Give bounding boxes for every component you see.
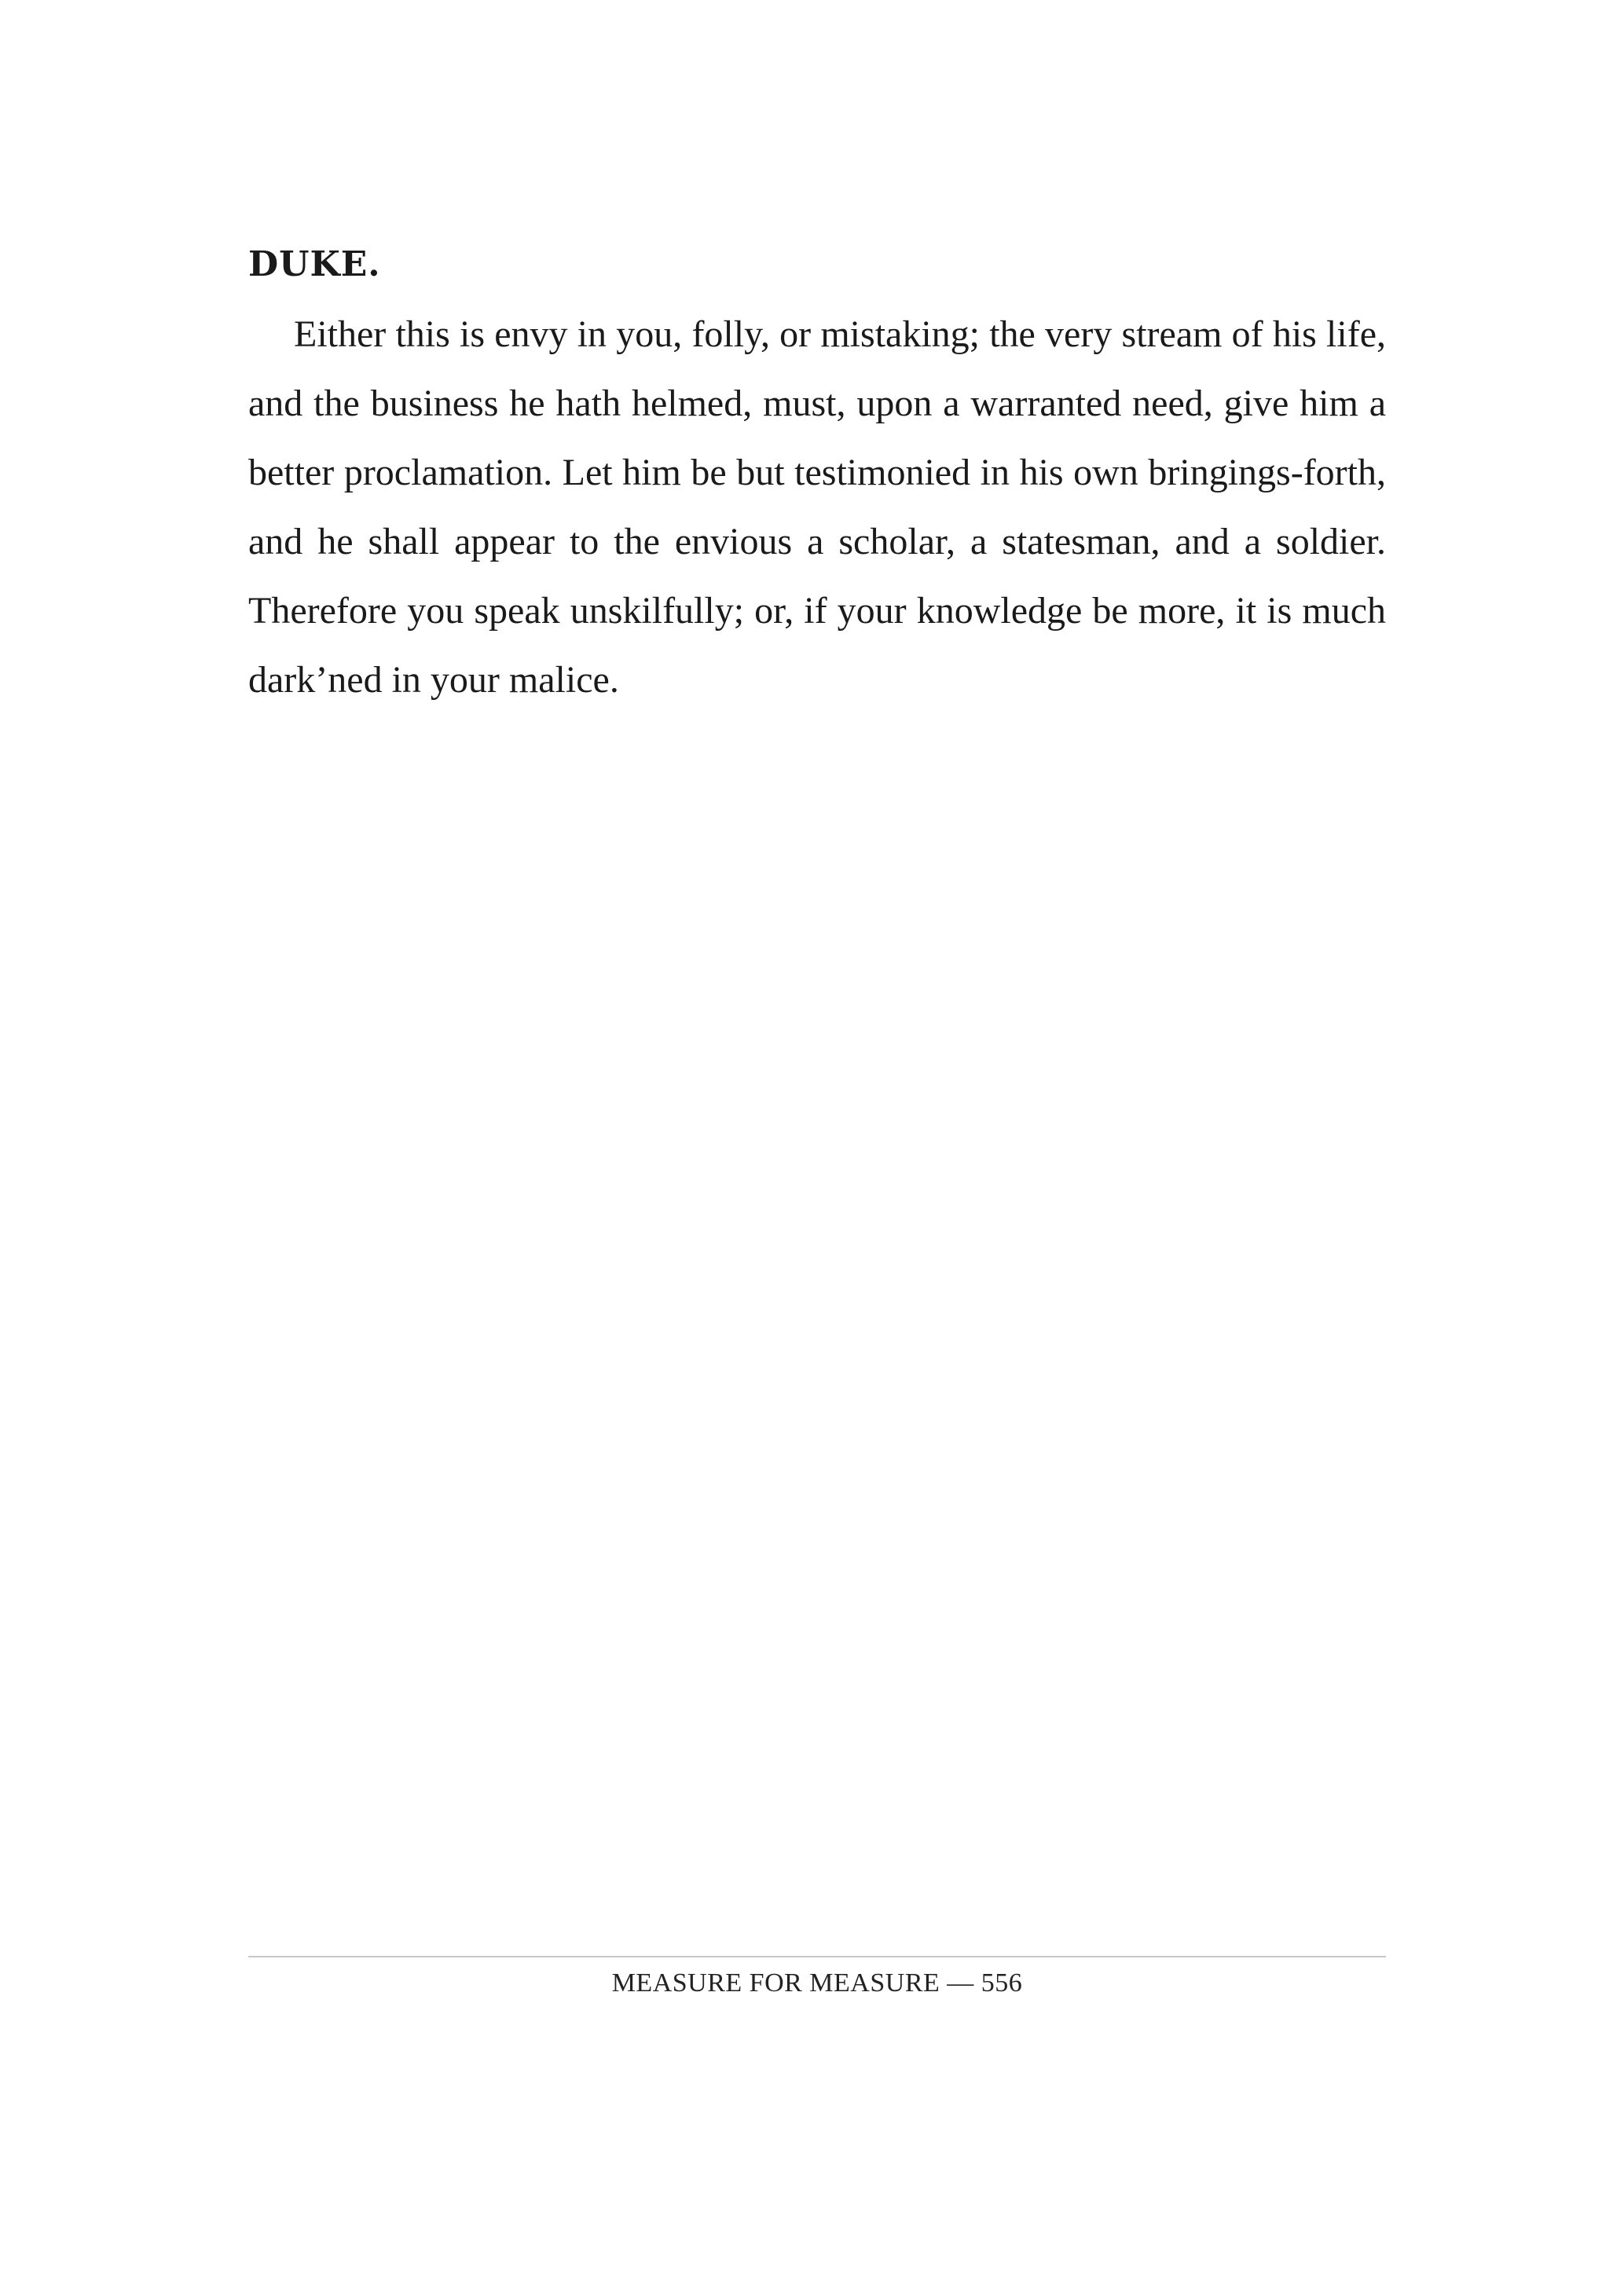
speech-text: Either this is envy in you, folly, or mistaking; the very stream of his life, and the business he hath helmed, must, upon a warranted need, give him a better proclamation. Let him be but testimonied in his own bringings-forth, and he shall appear to the envious a scholar, a statesman, and a soldier. Therefore you speak unskilfully; or, if your knowledge be more, it is much dark’ned in your malice.	[248, 313, 1386, 701]
dialogue-block	[248, 239, 1386, 715]
footer-divider	[248, 1956, 1386, 1957]
speaker-name: DUKE.	[248, 244, 381, 284]
page-footer: MEASURE FOR MEASURE — 556	[611, 1968, 1023, 1998]
